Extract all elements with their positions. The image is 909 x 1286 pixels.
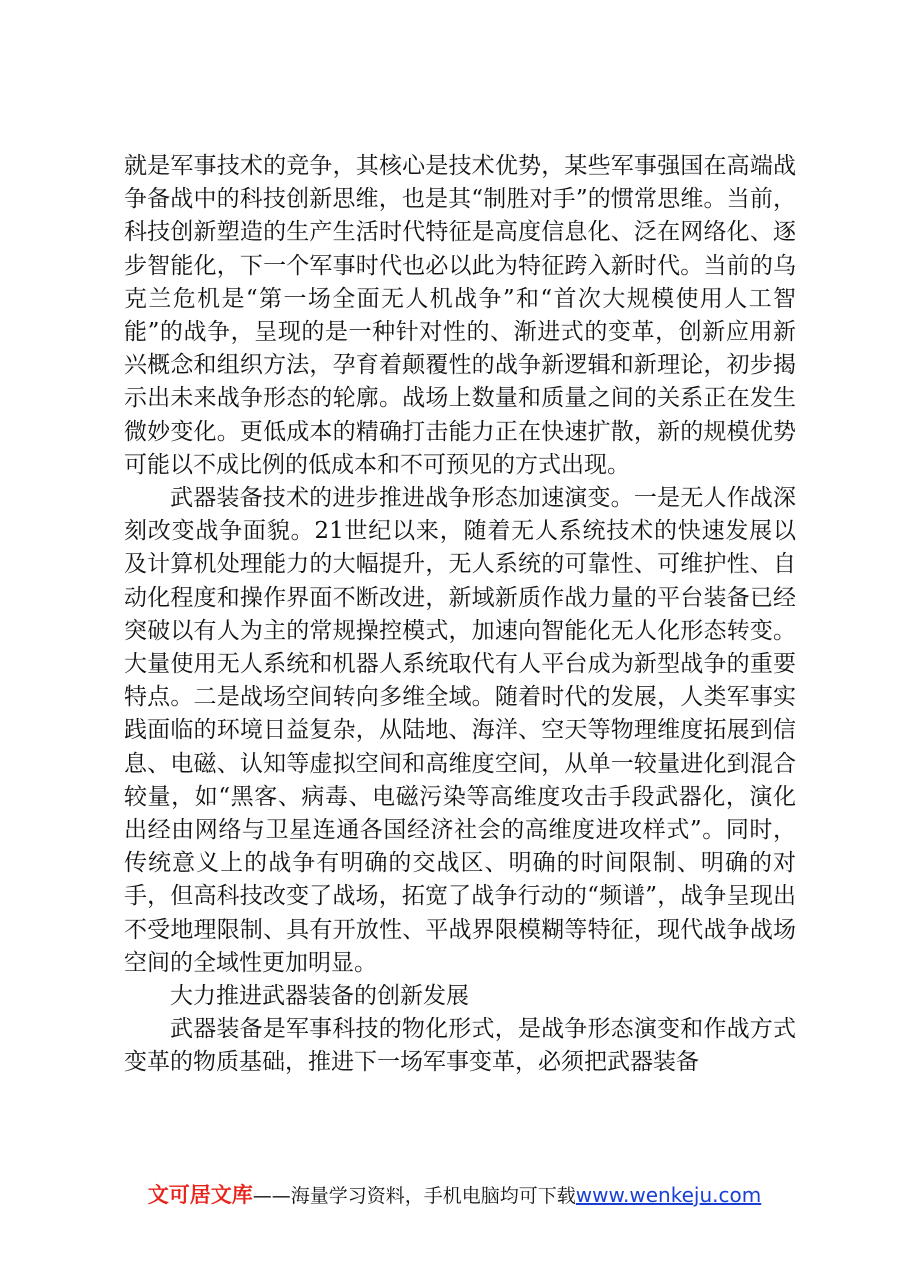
footer-slogan: ——海量学习资料，手机电脑均可下载 <box>252 1185 576 1207</box>
section-heading: 大力推进武器装备的创新发展 <box>170 983 469 1010</box>
paragraph-weapon-tech: 武器装备技术的进步推进战争形态加速演变。一是无人作战深刻改变战争面貌。21世纪以来，随着无人系统技术的快速发展以及计算机处理能力的大幅提升，无人系统的可靠性、可维护性、自动化程度和操作界面不断改进，新域新质作战力量的平台装备已经突破以有人为主的常规操控模式，加速向智能化无人化形态转变。大量使用无人系统和机器人系统取代有人平台成为新型战争的重要特点。二是战场空间转向多维全域。随着时代的发展，人类军事实践面临的环境日益复杂，从陆地、海洋、空天等物理维度拓展到信息、电磁、认知等虚拟空间和高维度空间，从单一较量进化到混合较量，如“黑客、病毒、电磁污染等高维度攻击手段武器化，演化出经由网络与卫星连通各国经济社会的高维度进攻样式”。同时，传统意义上的战争有明确的交战区、明确的时间限制、明确的对手，但高科技改变了战场，拓宽了战争行动的“频谱”，战争呈现出不受地理限制、具有开放性、平战界限模糊等特征，现代战争战场空间的全域性更加明显。 <box>124 485 796 976</box>
article-body <box>124 150 796 1080</box>
footer-url-link[interactable]: www.wenkeju.com <box>575 1183 762 1207</box>
paragraph-continuation: 就是军事技术的竞争，其核心是技术优势，某些军事强国在高端战争备战中的科技创新思维，也是其“制胜对手”的惯常思维。当前，科技创新塑造的生产生活时代特征是高度信息化、泛在网络化、逐步智能化，下一个军事时代也必以此为特征跨入新时代。当前的乌克兰危机是“第一场全面无人机战争”和“首次大规模使用人工智能”的战争，呈现的是一种针对性的、渐进式的变革，创新应用新兴概念和组织方法，孕育着颠覆性的战争新逻辑和新理论，初步揭示出未来战争形态的轮廓。战场上数量和质量之间的关系正在发生微妙变化。更低成本的精确打击能力正在快速扩散，新的规模优势可能以不成比例的低成本和不可预见的方式出现。 <box>124 153 796 478</box>
footer-watermark <box>0 1182 909 1209</box>
footer-brand: 文可居文库 <box>147 1183 253 1207</box>
paragraph-weapon-equipment: 武器装备是军事科技的物化形式，是战争形态演变和作战方式变革的物质基础，推进下一场军事变革，必须把武器装备 <box>124 1016 796 1076</box>
